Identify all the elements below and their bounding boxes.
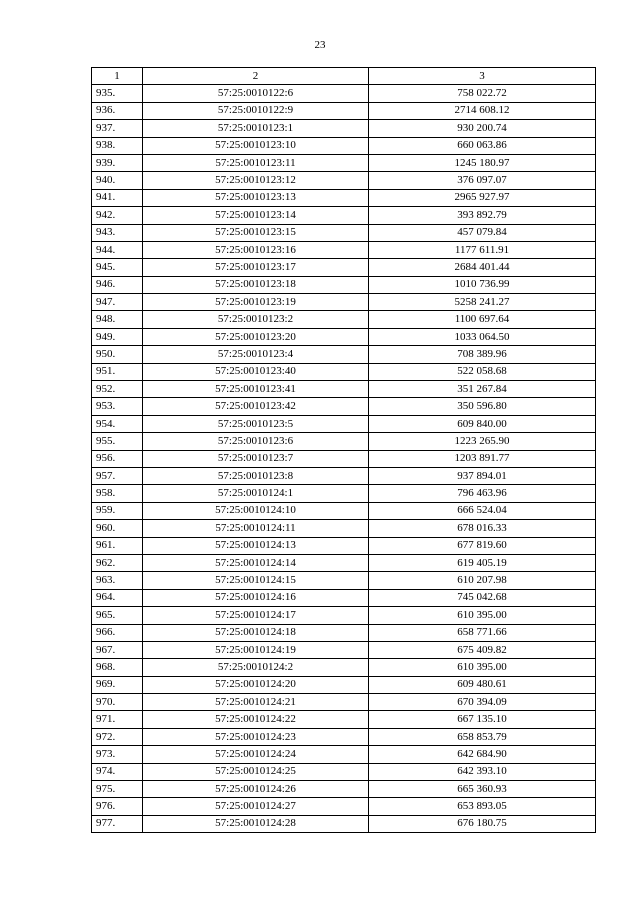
- table-row: [92, 398, 596, 415]
- value-cell: 658 853.79: [369, 728, 596, 745]
- row-index-cell: 963.: [92, 572, 143, 589]
- value-cell: 610 395.00: [369, 659, 596, 676]
- table-row: [92, 154, 596, 171]
- table-row: [92, 241, 596, 258]
- row-index-cell: 977.: [92, 815, 143, 832]
- row-index-cell: 961.: [92, 537, 143, 554]
- row-index-cell: 936.: [92, 102, 143, 119]
- row-index-cell: 955.: [92, 433, 143, 450]
- table-row: [92, 137, 596, 154]
- row-index-cell: 957.: [92, 467, 143, 484]
- cadastral-number-cell: 57:25:0010124:28: [143, 815, 369, 832]
- header-cell-3: 3: [369, 68, 596, 85]
- row-index-cell: 945.: [92, 259, 143, 276]
- cadastral-number-cell: 57:25:0010124:2: [143, 659, 369, 676]
- value-cell: 350 596.80: [369, 398, 596, 415]
- value-cell: 937 894.01: [369, 467, 596, 484]
- table-row: [92, 676, 596, 693]
- table-row: [92, 120, 596, 137]
- table-row: [92, 276, 596, 293]
- cadastral-number-cell: 57:25:0010123:7: [143, 450, 369, 467]
- cadastral-number-cell: 57:25:0010124:18: [143, 624, 369, 641]
- row-index-cell: 973.: [92, 746, 143, 763]
- cadastral-number-cell: 57:25:0010124:17: [143, 607, 369, 624]
- table-row: [92, 815, 596, 832]
- value-cell: 667 135.10: [369, 711, 596, 728]
- cadastral-number-cell: 57:25:0010123:10: [143, 137, 369, 154]
- row-index-cell: 960.: [92, 520, 143, 537]
- cadastral-number-cell: 57:25:0010123:12: [143, 172, 369, 189]
- value-cell: 610 207.98: [369, 572, 596, 589]
- row-index-cell: 959.: [92, 502, 143, 519]
- value-cell: 678 016.33: [369, 520, 596, 537]
- value-cell: 351 267.84: [369, 381, 596, 398]
- row-index-cell: 949.: [92, 328, 143, 345]
- cadastral-number-cell: 57:25:0010123:40: [143, 363, 369, 380]
- table-row: [92, 381, 596, 398]
- row-index-cell: 939.: [92, 154, 143, 171]
- table-row: [92, 694, 596, 711]
- table-row: [92, 433, 596, 450]
- cadastral-number-cell: 57:25:0010122:6: [143, 85, 369, 102]
- value-cell: 796 463.96: [369, 485, 596, 502]
- table-row: [92, 172, 596, 189]
- table-row: [92, 467, 596, 484]
- cadastral-number-cell: 57:25:0010123:8: [143, 467, 369, 484]
- row-index-cell: 950.: [92, 346, 143, 363]
- table-row: [92, 781, 596, 798]
- cadastral-number-cell: 57:25:0010123:20: [143, 328, 369, 345]
- cadastral-number-cell: 57:25:0010124:13: [143, 537, 369, 554]
- cadastral-number-cell: 57:25:0010124:26: [143, 781, 369, 798]
- value-cell: 1203 891.77: [369, 450, 596, 467]
- value-cell: 708 389.96: [369, 346, 596, 363]
- cadastral-table: [91, 67, 596, 833]
- table-row: [92, 502, 596, 519]
- row-index-cell: 970.: [92, 694, 143, 711]
- row-index-cell: 972.: [92, 728, 143, 745]
- row-index-cell: 941.: [92, 189, 143, 206]
- value-cell: 610 395.00: [369, 607, 596, 624]
- cadastral-number-cell: 57:25:0010123:1: [143, 120, 369, 137]
- value-cell: 675 409.82: [369, 641, 596, 658]
- value-cell: 522 058.68: [369, 363, 596, 380]
- value-cell: 2965 927.97: [369, 189, 596, 206]
- table-row: [92, 328, 596, 345]
- cadastral-number-cell: 57:25:0010123:16: [143, 241, 369, 258]
- cadastral-number-cell: 57:25:0010123:18: [143, 276, 369, 293]
- value-cell: 660 063.86: [369, 137, 596, 154]
- header-cell-1: 1: [92, 68, 143, 85]
- value-cell: 1033 064.50: [369, 328, 596, 345]
- value-cell: 745 042.68: [369, 589, 596, 606]
- cadastral-number-cell: 57:25:0010124:23: [143, 728, 369, 745]
- value-cell: 1177 611.91: [369, 241, 596, 258]
- cadastral-number-cell: 57:25:0010123:2: [143, 311, 369, 328]
- table-row: [92, 450, 596, 467]
- row-index-cell: 968.: [92, 659, 143, 676]
- table-row: [92, 537, 596, 554]
- table-row: [92, 189, 596, 206]
- row-index-cell: 958.: [92, 485, 143, 502]
- table-row: [92, 607, 596, 624]
- row-index-cell: 948.: [92, 311, 143, 328]
- row-index-cell: 976.: [92, 798, 143, 815]
- row-index-cell: 946.: [92, 276, 143, 293]
- row-index-cell: 940.: [92, 172, 143, 189]
- row-index-cell: 964.: [92, 589, 143, 606]
- cadastral-number-cell: 57:25:0010123:11: [143, 154, 369, 171]
- table-row: [92, 728, 596, 745]
- cadastral-number-cell: 57:25:0010124:11: [143, 520, 369, 537]
- cadastral-number-cell: 57:25:0010123:14: [143, 207, 369, 224]
- table-row: [92, 763, 596, 780]
- value-cell: 666 524.04: [369, 502, 596, 519]
- row-index-cell: 954.: [92, 415, 143, 432]
- table-row: [92, 207, 596, 224]
- value-cell: 653 893.05: [369, 798, 596, 815]
- value-cell: 5258 241.27: [369, 294, 596, 311]
- row-index-cell: 942.: [92, 207, 143, 224]
- value-cell: 642 684.90: [369, 746, 596, 763]
- row-index-cell: 969.: [92, 676, 143, 693]
- table-row: [92, 224, 596, 241]
- table-row: [92, 102, 596, 119]
- table-row: [92, 659, 596, 676]
- cadastral-number-cell: 57:25:0010124:15: [143, 572, 369, 589]
- cadastral-number-cell: 57:25:0010123:19: [143, 294, 369, 311]
- row-index-cell: 944.: [92, 241, 143, 258]
- row-index-cell: 962.: [92, 554, 143, 571]
- table-row: [92, 572, 596, 589]
- row-index-cell: 947.: [92, 294, 143, 311]
- cadastral-number-cell: 57:25:0010124:20: [143, 676, 369, 693]
- table-row: [92, 641, 596, 658]
- row-index-cell: 956.: [92, 450, 143, 467]
- table-row: [92, 554, 596, 571]
- value-cell: 758 022.72: [369, 85, 596, 102]
- table-row: [92, 589, 596, 606]
- row-index-cell: 975.: [92, 781, 143, 798]
- table-row: [92, 624, 596, 641]
- cadastral-number-cell: 57:25:0010122:9: [143, 102, 369, 119]
- cadastral-number-cell: 57:25:0010124:14: [143, 554, 369, 571]
- row-index-cell: 966.: [92, 624, 143, 641]
- value-cell: 393 892.79: [369, 207, 596, 224]
- table-row: [92, 798, 596, 815]
- cadastral-number-cell: 57:25:0010124:24: [143, 746, 369, 763]
- value-cell: 676 180.75: [369, 815, 596, 832]
- table-row: [92, 311, 596, 328]
- cadastral-number-cell: 57:25:0010124:19: [143, 641, 369, 658]
- value-cell: 930 200.74: [369, 120, 596, 137]
- row-index-cell: 967.: [92, 641, 143, 658]
- table-row: [92, 415, 596, 432]
- value-cell: 2714 608.12: [369, 102, 596, 119]
- cadastral-number-cell: 57:25:0010124:22: [143, 711, 369, 728]
- value-cell: 642 393.10: [369, 763, 596, 780]
- table-row: [92, 294, 596, 311]
- row-index-cell: 937.: [92, 120, 143, 137]
- value-cell: 1223 265.90: [369, 433, 596, 450]
- cadastral-number-cell: 57:25:0010123:6: [143, 433, 369, 450]
- value-cell: 670 394.09: [369, 694, 596, 711]
- cadastral-number-cell: 57:25:0010123:41: [143, 381, 369, 398]
- value-cell: 677 819.60: [369, 537, 596, 554]
- value-cell: 2684 401.44: [369, 259, 596, 276]
- row-index-cell: 953.: [92, 398, 143, 415]
- cadastral-number-cell: 57:25:0010123:17: [143, 259, 369, 276]
- value-cell: 1245 180.97: [369, 154, 596, 171]
- cadastral-number-cell: 57:25:0010123:5: [143, 415, 369, 432]
- cadastral-number-cell: 57:25:0010124:10: [143, 502, 369, 519]
- value-cell: 1010 736.99: [369, 276, 596, 293]
- value-cell: 658 771.66: [369, 624, 596, 641]
- row-index-cell: 965.: [92, 607, 143, 624]
- cadastral-number-cell: 57:25:0010124:16: [143, 589, 369, 606]
- table-header-row: [92, 68, 596, 85]
- cadastral-number-cell: 57:25:0010123:42: [143, 398, 369, 415]
- row-index-cell: 943.: [92, 224, 143, 241]
- value-cell: 609 840.00: [369, 415, 596, 432]
- value-cell: 457 079.84: [369, 224, 596, 241]
- table-row: [92, 520, 596, 537]
- value-cell: 619 405.19: [369, 554, 596, 571]
- table-row: [92, 363, 596, 380]
- row-index-cell: 974.: [92, 763, 143, 780]
- row-index-cell: 938.: [92, 137, 143, 154]
- table-row: [92, 711, 596, 728]
- page-number: 23: [314, 39, 326, 51]
- cadastral-number-cell: 57:25:0010124:27: [143, 798, 369, 815]
- value-cell: 609 480.61: [369, 676, 596, 693]
- cadastral-number-cell: 57:25:0010124:21: [143, 694, 369, 711]
- table-row: [92, 259, 596, 276]
- table-body: [92, 68, 596, 833]
- value-cell: 1100 697.64: [369, 311, 596, 328]
- table-row: [92, 746, 596, 763]
- cadastral-number-cell: 57:25:0010123:4: [143, 346, 369, 363]
- row-index-cell: 935.: [92, 85, 143, 102]
- value-cell: 665 360.93: [369, 781, 596, 798]
- cadastral-number-cell: 57:25:0010124:25: [143, 763, 369, 780]
- row-index-cell: 971.: [92, 711, 143, 728]
- row-index-cell: 951.: [92, 363, 143, 380]
- value-cell: 376 097.07: [369, 172, 596, 189]
- cadastral-number-cell: 57:25:0010123:15: [143, 224, 369, 241]
- header-cell-2: 2: [143, 68, 369, 85]
- cadastral-number-cell: 57:25:0010123:13: [143, 189, 369, 206]
- table-row: [92, 485, 596, 502]
- row-index-cell: 952.: [92, 381, 143, 398]
- table-row: [92, 85, 596, 102]
- cadastral-number-cell: 57:25:0010124:1: [143, 485, 369, 502]
- table-row: [92, 346, 596, 363]
